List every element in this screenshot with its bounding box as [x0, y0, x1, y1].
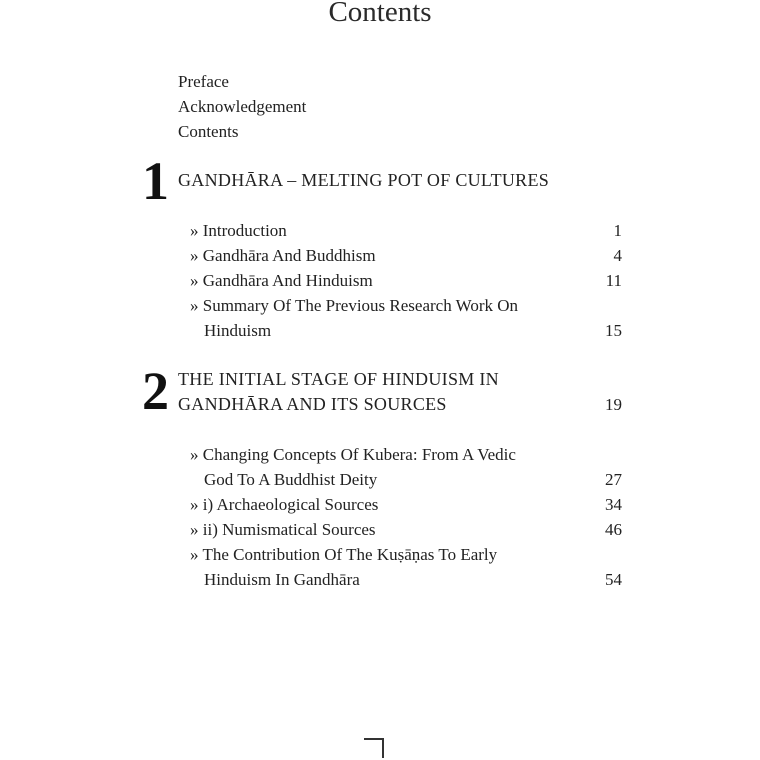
- front-matter-preface[interactable]: Preface: [178, 72, 229, 91]
- corner-mark-icon: [364, 738, 384, 758]
- toc-entry-introduction[interactable]: » Introduction: [190, 221, 287, 240]
- toc-entry-kubera[interactable]: » Changing Concepts Of Kubera: From A Vedic: [190, 445, 516, 464]
- chapter-2-page-number: 19: [605, 395, 622, 414]
- toc-entry-summary-research-cont[interactable]: Hinduism: [204, 321, 272, 340]
- toc-page-number: 4: [613, 246, 622, 265]
- front-matter-acknowledgement[interactable]: Acknowledgement: [178, 97, 307, 116]
- toc-page-number: 27: [605, 470, 622, 489]
- front-matter-contents[interactable]: Contents: [178, 122, 239, 141]
- page-title: Contents: [328, 0, 432, 28]
- toc-entry-numismatical[interactable]: » ii) Numismatical Sources: [190, 520, 376, 539]
- toc-entry-summary-research[interactable]: » Summary Of The Previous Research Work On: [190, 296, 519, 315]
- chapter-1-number: 1: [142, 151, 168, 211]
- toc-page-number: 15: [605, 321, 622, 340]
- toc-entry-archaeological[interactable]: » i) Archaeological Sources: [190, 495, 379, 514]
- chapter-2-number: 2: [142, 361, 168, 421]
- chapter-2-title-cont[interactable]: GANDHĀRA AND ITS SOURCES: [178, 394, 447, 414]
- toc-page-number: 46: [605, 520, 622, 539]
- toc-page-number: 34: [605, 495, 622, 514]
- toc-entry-kusanas-cont[interactable]: Hinduism In Gandhāra: [204, 570, 360, 589]
- toc-page-number: 11: [605, 271, 622, 290]
- toc-page-number: 54: [605, 570, 622, 589]
- toc-entry-gandhara-buddhism[interactable]: » Gandhāra And Buddhism: [190, 246, 376, 265]
- chapter-2-title[interactable]: THE INITIAL STAGE OF HINDUISM IN: [178, 369, 499, 389]
- toc-entry-gandhara-hinduism[interactable]: » Gandhāra And Hinduism: [190, 271, 373, 290]
- chapter-1-title[interactable]: GANDHĀRA – MELTING POT OF CULTURES: [178, 170, 550, 190]
- toc-page-number: 1: [613, 221, 622, 240]
- toc-entry-kubera-cont[interactable]: God To A Buddhist Deity: [204, 470, 378, 489]
- toc-entry-kusanas[interactable]: » The Contribution Of The Kuṣāṇas To Early: [190, 545, 498, 564]
